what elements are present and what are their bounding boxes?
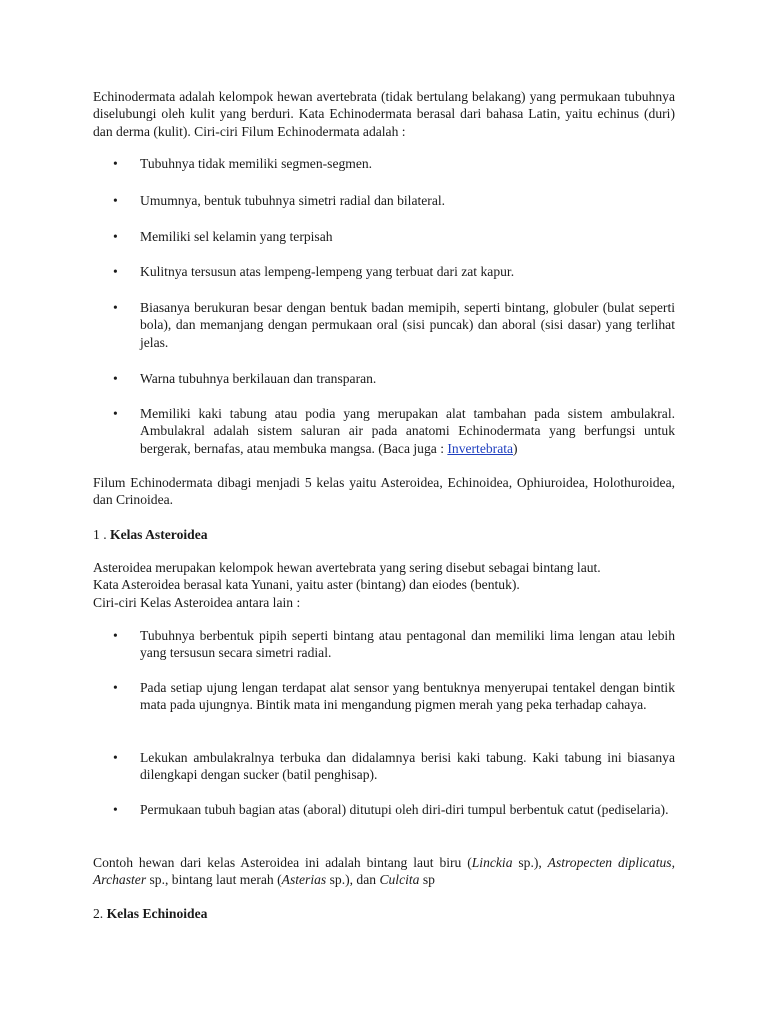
bullet-icon: • — [113, 628, 118, 643]
invertebrata-link[interactable]: Invertebrata — [447, 440, 514, 456]
list-item — [93, 749, 675, 784]
list-item-text: Biasanya berukuran besar dengan bentuk badan memipih, seperti bintang, globuler (bulat seperti bola), dan memanjang dengan permukaan oral (sisi puncak) dan aboral (sisi dasar) yang terlihat jelas. — [140, 300, 675, 350]
list-item — [93, 228, 675, 245]
section-heading-asteroidea: 1 . Kelas Asteroidea — [93, 527, 208, 542]
list-item — [93, 155, 675, 172]
list-item — [93, 801, 675, 818]
list-item-text: Tubuhnya tidak memiliki segmen-segmen. — [140, 156, 373, 171]
bullet-icon: • — [113, 406, 118, 421]
classes-intro-paragraph: Filum Echinodermata dibagi menjadi 5 kelas yaitu Asteroidea, Echinoidea, Ophiuroidea, Holothuroidea, dan Crinoidea. — [93, 475, 675, 508]
bullet-icon: • — [113, 802, 118, 817]
list-item-text: Lekukan ambulakralnya terbuka dan didalamnya berisi kaki tabung. Kaki tabung ini biasanya dilengkapi dengan sucker (batil penghisap). — [140, 750, 675, 783]
example-paragraph: Contoh hewan dari kelas Asteroidea ini adalah bintang laut biru (Linckia sp.), Astropecten diplicatus, Archaster sp., bintang laut merah (Asterias sp.), dan Culcita sp — [93, 855, 675, 888]
list-item — [93, 192, 675, 209]
intro-paragraph: Echinodermata adalah kelompok hewan avertebrata (tidak bertulang belakang) yang permukaan tubuhnya diselubungi oleh kulit yang berduri. Kata Echinodermata berasal dari bahasa Latin, yaitu echinus (duri) dan derma (kulit). Ciri-ciri Filum Echinodermata adalah : — [93, 89, 675, 139]
list-item-text: Memiliki kaki tabung atau podia yang merupakan alat tambahan pada sistem ambulakral. Ambulakral adalah sistem saluran air pada anatomi Echinodermata yang berfungsi untuk bergerak, bernafas, atau membuka mangsa. (Baca juga : Invertebrata) — [140, 406, 675, 456]
list-item — [93, 627, 675, 662]
list-item-text: Umumnya, bentuk tubuhnya simetri radial dan bilateral. — [140, 193, 446, 208]
list-item-text: Tubuhnya berbentuk pipih seperti bintang atau pentagonal dan memiliki lima lengan atau lebih yang tersusun secara simetri radial. — [140, 628, 675, 661]
bullet-icon: • — [113, 264, 118, 279]
list-item — [93, 370, 675, 387]
list-item — [93, 405, 675, 457]
bullet-icon: • — [113, 193, 118, 208]
list-item — [93, 263, 675, 280]
list-item-text: Pada setiap ujung lengan terdapat alat sensor yang bentuknya menyerupai tentakel dengan bintik mata pada ujungnya. Bintik mata ini mengandung pigmen merah yang peka terhadap cahaya. — [140, 680, 675, 713]
bullet-icon: • — [113, 229, 118, 244]
asteroidea-description: Asteroidea merupakan kelompok hewan avertebrata yang sering disebut sebagai bintang laut. Kata Asteroidea berasal kata Yunani, yaitu aster (bintang) dan eiodes (bentuk). Ciri-ciri Kelas Asteroidea antara lain : — [93, 560, 601, 610]
list-item-text: Kulitnya tersusun atas lempeng-lempeng yang terbuat dari zat kapur. — [140, 264, 515, 279]
bullet-icon: • — [113, 680, 118, 695]
list-item-text: Memiliki sel kelamin yang terpisah — [140, 229, 333, 244]
section-heading-echinoidea: 2. Kelas Echinoidea — [93, 906, 208, 921]
list-item-text: Permukaan tubuh bagian atas (aboral) ditutupi oleh diri-diri tumpul berbentuk catut (pediselaria). — [140, 802, 669, 817]
bullet-icon: • — [113, 371, 118, 386]
bullet-icon: • — [113, 156, 118, 171]
bullet-icon: • — [113, 300, 118, 315]
list-item — [93, 299, 675, 351]
list-item-text: Warna tubuhnya berkilauan dan transparan. — [140, 371, 377, 386]
bullet-icon: • — [113, 750, 118, 765]
list-item — [93, 679, 675, 714]
